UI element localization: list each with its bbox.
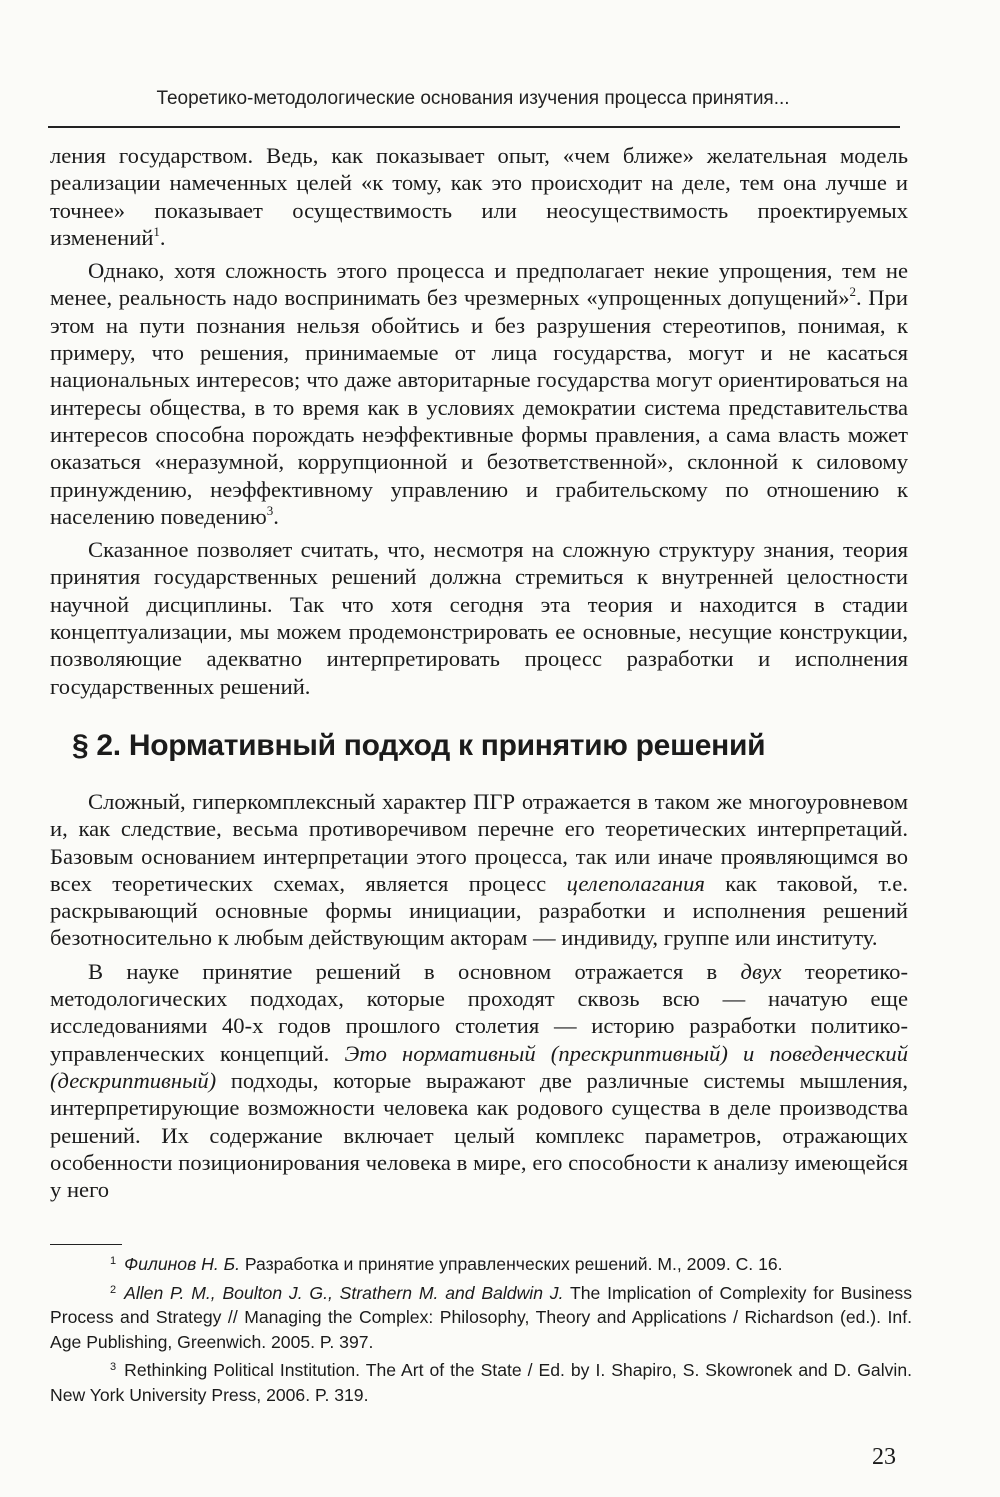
footnote-1: $^1$ Филинов Н. Б. Разработка и принятие управленческих решений. М., 2009. С. 16. xyxy=(110,1254,783,1274)
footnote-ref-1: 1 xyxy=(153,223,160,239)
running-head: Теоретико-методологические основания изучения процесса принятия... xyxy=(156,88,790,109)
footnote-3: $^3$ Rethinking Political Institution. The Art of the State / Ed. by I. Shapiro, S. Skowronek and D. Galvin. New York University Press, 2006. P. 319. xyxy=(50,1360,912,1405)
footnote-2: $^2$ Allen P. M., Boulton J. G., Strathern M. and Baldwin J. The Implication of Complexity for Business Process and Strategy // Managing the Complex: Philosophy, Theory and Applications / Richardson (ed.). Inf. Age Publishing, Greenwich. 2005. P. 397. xyxy=(50,1282,913,1352)
body-text xyxy=(50,142,908,1203)
paragraph-5: В науке принятие решений в основном отражается в двух теоретико-методологических подходах, которые проходят сквозь всю — начатую еще исследованиями 40-х годов прошлого столетия — историю разработки политико-управленческих концепций. Это нормативный (прескриптивный) и поведенческий (дескриптивный) подходы, которые выражают две различные системы мышления, интерпретирующие возможности человека как родового существа в деле производства решений. Их содержание включает целый комплекс параметров, отражающих особенности позиционирования человека в мире, его способности к анализу имеющейся у него xyxy=(50,958,908,1203)
paragraph-1: ления государством. Ведь, как показывает опыт, «чем ближе» желательная модель реализации намеченных целей «к тому, как это происходит на деле, тем она лучше и точнее» показывает осуществимость или неосуществимость проектируемых изменений$^1$. xyxy=(50,143,908,250)
page-number: 23 xyxy=(872,1444,896,1470)
header-rule xyxy=(48,126,900,128)
footnote-ref-2: 2 xyxy=(849,284,856,300)
section-title: § 2. Нормативный подход к принятию решений xyxy=(72,728,766,762)
footnote-ref-3: 3 xyxy=(266,502,274,518)
footnote-rule xyxy=(50,1244,122,1245)
paragraph-2: Однако, хотя сложность этого процесса и предполагает некие упрощения, тем не менее, реальность надо воспринимать без чрезмерных «упрощенных допущений»$^2$. При этом на пути познания нельзя обойтись и без разрушения стереотипов, понимая, к примеру, что решения, принимаемые от лица государства, могут и не касаться национальных интересов; что даже авторитарные государства могут ориентироваться на интересы общества, в то время как в условиях демократии система представительства интересов способна порождать неэффективные формы правления, а сама власть может оказаться «неразумной, коррупционной и безответственной», склонной к силовому принуждению, неэффективному управлению и грабительскому по отношению к населению поведению$^3$. xyxy=(50,258,908,529)
paragraph-3: Сказанное позволяет считать, что, несмотря на сложную структуру знания, теория принятия государственных решений должна стремиться к внутренней целостности научной дисциплины. Так что хотя сегодня эта теория и находится в стадии концептуализации, мы можем продемонстрировать ее основные, несущие конструкции, позволяющие адекватно интерпретировать процесс разработки и исполнения государственных решений. xyxy=(50,537,908,699)
paragraph-4: Сложный, гиперкомплексный характер ПГР отражается в таком же многоуровневом и, как следствие, весьма противоречивом перечне его теоретических интерпретаций. Базовым основанием интерпретации этого процесса, так или иначе проявляющимся во всех теоретических схемах, является процесс целеполагания как таковой, т.е. раскрывающий основные формы инициации, разработки и исполнения решений безотносительно к любым действующим акторам — индивиду, группе или институту. xyxy=(50,788,908,951)
footnotes xyxy=(50,1252,912,1411)
